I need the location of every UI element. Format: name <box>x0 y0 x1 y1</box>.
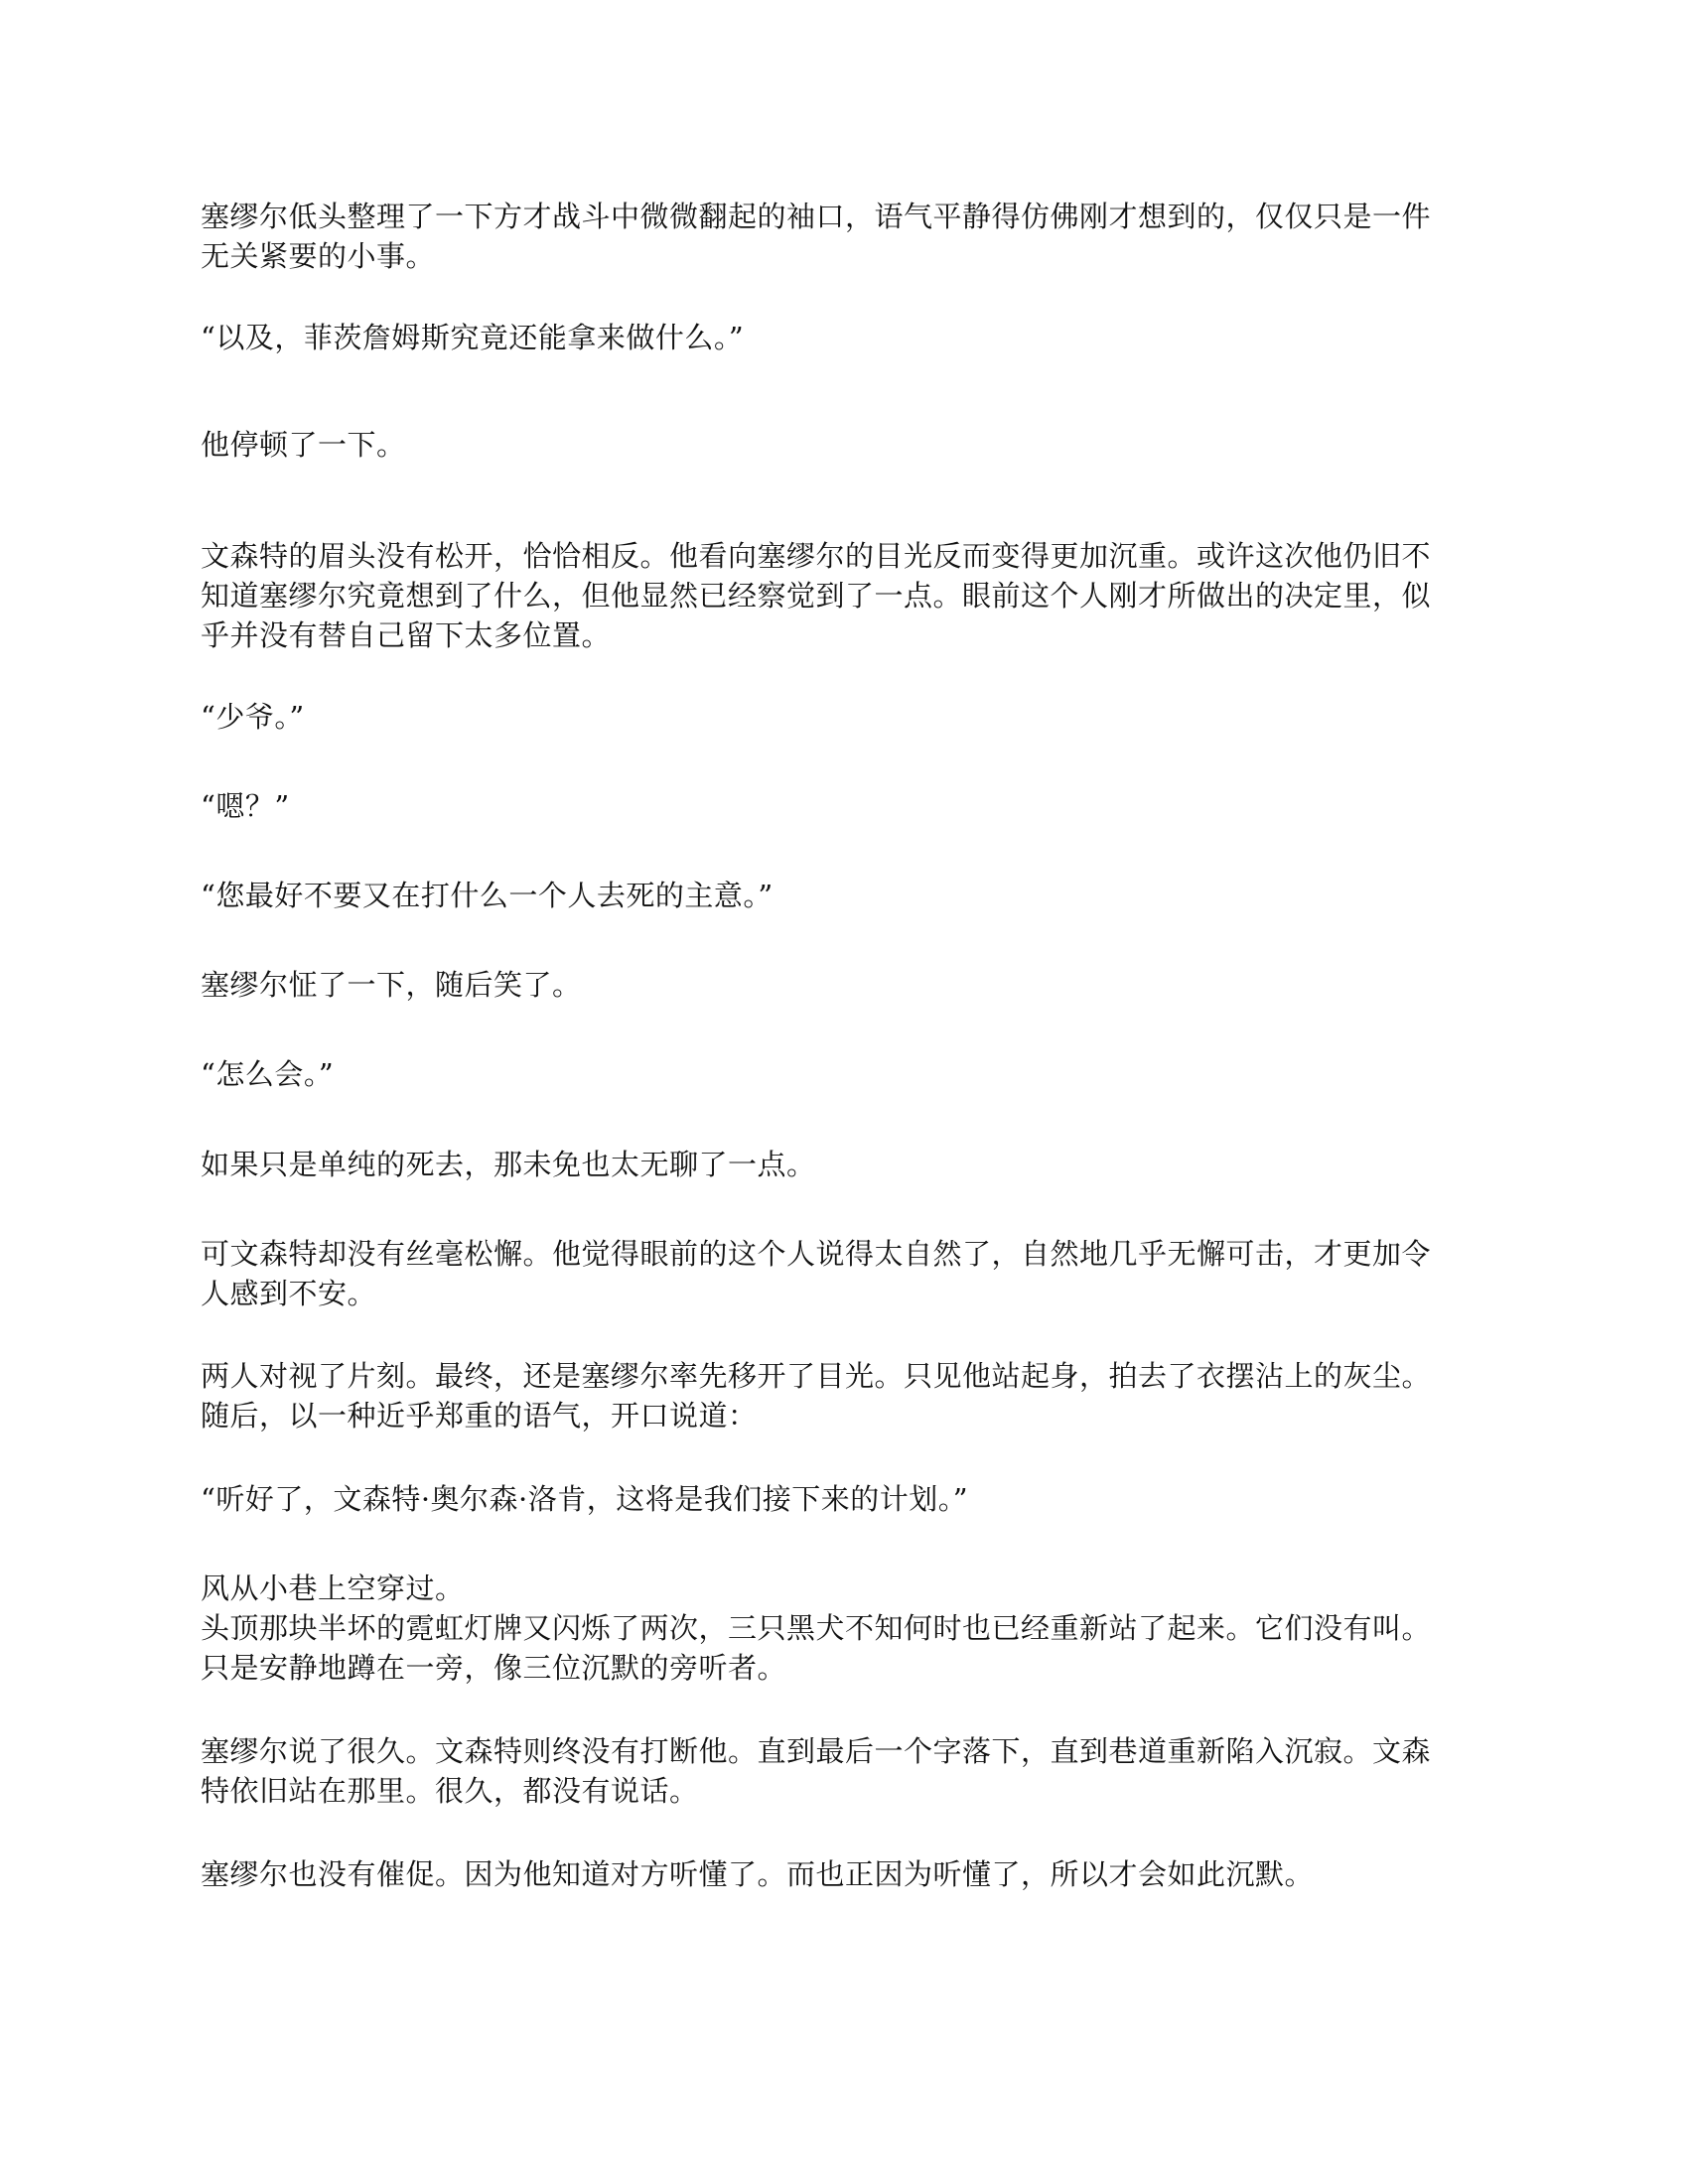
text-line: 塞缪尔怔了一下，随后笑了。 <box>201 968 582 1002</box>
text-line: 可文森特却没有丝毫松懈。他觉得眼前的这个人说得太自然了，自然地几乎无懈可击，才更加令 <box>201 1237 1432 1271</box>
text-line: “以及，菲茨詹姆斯究竟还能拿来做什么。” <box>201 321 745 354</box>
text-line: 他停顿了一下。 <box>201 428 406 462</box>
paragraph-3 <box>201 425 1487 465</box>
text-line: 如果只是单纯的死去，那未免也太无聊了一点。 <box>201 1148 816 1181</box>
text-line: “您最好不要又在打什么一个人去死的主意。” <box>201 879 774 912</box>
text-line: 特依旧站在那里。很久，都没有说话。 <box>201 1774 699 1808</box>
text-line: 塞缪尔也没有催促。因为他知道对方听懂了。而也正因为听懂了，所以才会如此沉默。 <box>201 1857 1315 1891</box>
text-line: 塞缪尔说了很久。文森特则终没有打断他。直到最后一个字落下，直到巷道重新陷入沉寂。文森 <box>201 1734 1432 1768</box>
paragraph-16 <box>201 1854 1487 1894</box>
paragraph-2 <box>201 318 1487 357</box>
text-line: 文森特的眉头没有松开，恰恰相反。他看向塞缪尔的目光反而变得更加沉重。或许这次他仍旧不 <box>201 539 1432 573</box>
paragraph-6 <box>201 786 1487 826</box>
text-line: 风从小巷上空穿过。 <box>201 1571 465 1605</box>
text-line: 两人对视了片刻。最终，还是塞缪尔率先移开了目光。只见他站起身，拍去了衣摆沾上的灰尘。 <box>201 1359 1432 1393</box>
paragraph-15 <box>201 1731 1487 1811</box>
text-line: “怎么会。” <box>201 1057 335 1091</box>
text-line: 头顶那块半坏的霓虹灯牌又闪烁了两次，三只黑犬不知何时也已经重新站了起来。它们没有叫。 <box>201 1611 1432 1645</box>
paragraph-12 <box>201 1356 1487 1435</box>
text-line: “嗯？” <box>201 789 290 823</box>
paragraph-7 <box>201 876 1487 915</box>
paragraph-14 <box>201 1569 1487 1688</box>
paragraph-10 <box>201 1145 1487 1184</box>
paragraph-8 <box>201 965 1487 1005</box>
text-line: 人感到不安。 <box>201 1277 377 1310</box>
paragraph-9 <box>201 1054 1487 1094</box>
text-line: “听好了，文森特·奥尔森·洛肯，这将是我们接下来的计划。” <box>201 1482 969 1516</box>
paragraph-4 <box>201 536 1487 655</box>
text-line: 塞缪尔低头整理了一下方才战斗中微微翻起的袖口，语气平静得仿佛刚才想到的，仅仅只是一件 <box>201 200 1432 233</box>
text-line: 随后，以一种近乎郑重的语气，开口说道： <box>201 1399 758 1433</box>
paragraph-11 <box>201 1234 1487 1313</box>
text-line: 乎并没有替自己留下太多位置。 <box>201 618 612 652</box>
paragraph-1 <box>201 197 1487 276</box>
text-line: 无关紧要的小事。 <box>201 239 436 273</box>
paragraph-13 <box>201 1479 1487 1519</box>
text-line: 只是安静地蹲在一旁，像三位沉默的旁听者。 <box>201 1651 787 1685</box>
text-line: “少爷。” <box>201 700 305 734</box>
text-line: 知道塞缪尔究竟想到了什么，但他显然已经察觉到了一点。眼前这个人刚才所做出的决定里，似 <box>201 579 1432 613</box>
paragraph-5 <box>201 697 1487 737</box>
